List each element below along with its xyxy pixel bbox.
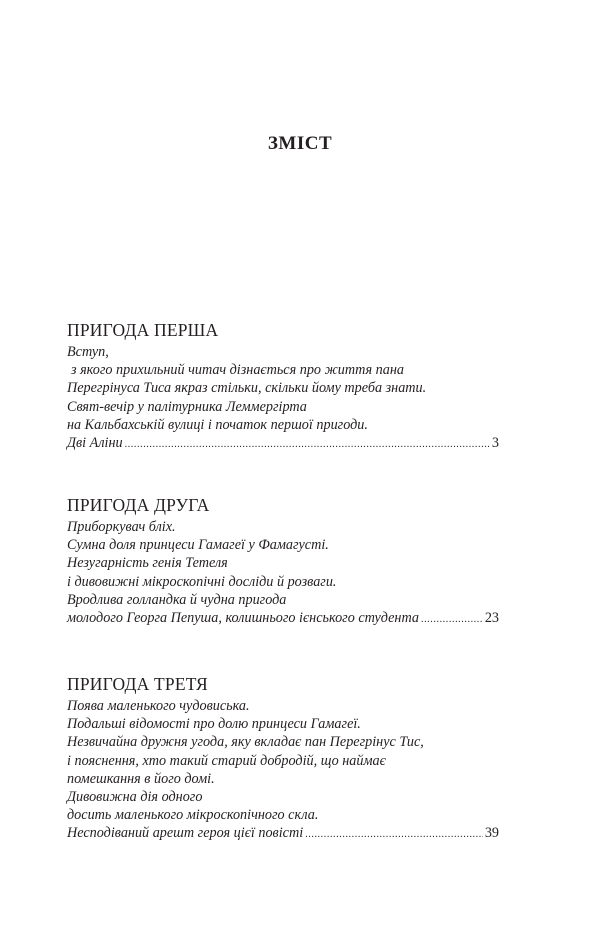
entry-line: з якого прихильний читач дізнається про життя пана <box>71 362 404 379</box>
entry-line: досить маленького мікроскопічного скла. <box>67 807 319 824</box>
toc-entry-with-page[interactable] <box>67 824 499 844</box>
entry-title: Дві Аліни <box>67 435 123 452</box>
entry-line: Незвичайна дружня угода, яку вкладає пан Перегрінус Тис, <box>67 734 424 751</box>
toc-section-3 <box>67 673 499 845</box>
entry-title: молодого Георга Пепуша, колишнього ієнського студента <box>67 610 419 627</box>
dot-leader <box>305 826 483 844</box>
entry-line: Вродлива голландка й чудна пригода <box>67 591 287 608</box>
section-heading: ПРИГОДА ДРУГА <box>67 495 210 515</box>
entry-line: і пояснення, хто такий старий добродій, що наймає <box>67 752 386 769</box>
entry-line: Подальші відомості про долю принцеси Гамагеї. <box>67 716 361 733</box>
entry-line: помешкання в його домі. <box>67 770 215 787</box>
entry-line: Незугарність генія Тетеля <box>67 555 228 572</box>
toc-entry-with-page[interactable] <box>67 609 499 629</box>
page-number: 3 <box>491 435 499 452</box>
dot-leader <box>125 436 490 454</box>
toc-entry-with-page[interactable] <box>67 434 499 454</box>
entry-line: Дивовижна дія одного <box>67 789 203 806</box>
toc-section-2 <box>67 494 499 629</box>
entry-line: Вступ, <box>67 344 109 360</box>
entry-line: Сумна доля принцеси Гамагеї у Фамагусті. <box>67 537 329 554</box>
page-number: 39 <box>484 825 499 842</box>
entry-line: Перегрінуса Тиса якраз стільки, скільки йому треба знати. <box>67 380 427 397</box>
entry-line: Приборкувач бліх. <box>67 519 176 535</box>
page-title: ЗМІСТ <box>267 133 333 154</box>
section-heading: ПРИГОДА ПЕРША <box>67 320 219 340</box>
entry-line: Свят-вечір у палітурника Леммергірта <box>67 398 307 415</box>
entry-line: і дивовижні мікроскопічні досліди й розваги. <box>67 573 337 590</box>
dot-leader <box>421 611 483 629</box>
toc-section-1 <box>67 319 499 454</box>
page-number: 23 <box>484 610 499 627</box>
entry-title: Несподіваний арешт героя цієї повісті <box>67 825 304 842</box>
entry-line: Поява маленького чудовиська. <box>67 698 250 714</box>
section-heading: ПРИГОДА ТРЕТЯ <box>67 674 208 694</box>
entry-line: на Кальбахській вулиці і початок першої пригоди. <box>67 416 368 433</box>
